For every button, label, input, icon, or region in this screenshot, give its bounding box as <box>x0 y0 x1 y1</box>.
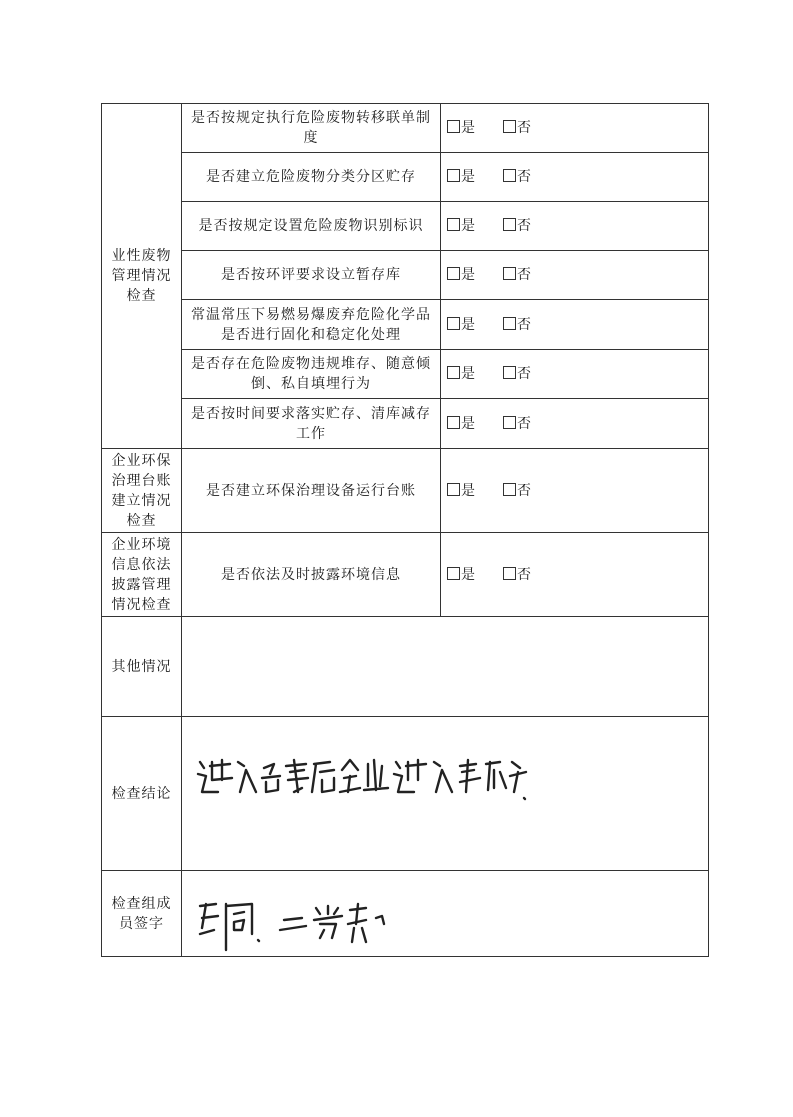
no-checkbox[interactable] <box>503 366 516 379</box>
yes-no-options <box>441 202 709 251</box>
yes-option[interactable]: 是 <box>447 481 476 501</box>
no-checkbox[interactable] <box>503 317 516 330</box>
yes-checkbox[interactable] <box>447 483 460 496</box>
check-item: 是否建立环保治理设备运行台账 <box>182 449 441 533</box>
yes-no-options <box>441 449 709 533</box>
no-checkbox[interactable] <box>503 120 516 133</box>
no-option[interactable]: 否 <box>503 565 532 585</box>
other-label: 其他情况 <box>102 617 182 717</box>
no-checkbox[interactable] <box>503 169 516 182</box>
category-ledger: 企业环保治理台账建立情况检查 <box>102 449 182 533</box>
table-row <box>102 104 709 153</box>
yes-no-options <box>441 350 709 399</box>
yes-no-options <box>441 104 709 153</box>
check-item: 是否按规定执行危险废物转移联单制度 <box>182 104 441 153</box>
no-checkbox[interactable] <box>503 567 516 580</box>
no-option[interactable]: 否 <box>503 265 532 285</box>
table-row <box>102 617 709 717</box>
no-option[interactable]: 否 <box>503 481 532 501</box>
table-row <box>102 350 709 399</box>
conclusion-label: 检查结论 <box>102 717 182 871</box>
no-option[interactable]: 否 <box>503 414 532 434</box>
no-checkbox[interactable] <box>503 267 516 280</box>
yes-checkbox[interactable] <box>447 267 460 280</box>
no-option[interactable]: 否 <box>503 167 532 187</box>
table-row <box>102 399 709 449</box>
yes-option[interactable]: 是 <box>447 315 476 335</box>
category-hazardous-waste: 业性废物管理情况检查 <box>102 104 182 449</box>
no-option[interactable]: 否 <box>503 315 532 335</box>
yes-no-options <box>441 153 709 202</box>
check-item: 是否建立危险废物分类分区贮存 <box>182 153 441 202</box>
check-item: 常温常压下易燃易爆废弃危险化学品是否进行固化和稳定化处理 <box>182 300 441 350</box>
table-row <box>102 202 709 251</box>
other-value-field[interactable] <box>182 617 709 717</box>
yes-option[interactable]: 是 <box>447 364 476 384</box>
no-checkbox[interactable] <box>503 218 516 231</box>
no-option[interactable]: 否 <box>503 118 532 138</box>
inspection-form-table <box>101 103 709 957</box>
yes-checkbox[interactable] <box>447 416 460 429</box>
table-row <box>102 533 709 617</box>
yes-option[interactable]: 是 <box>447 167 476 187</box>
signature-label: 检查组成员签字 <box>102 871 182 957</box>
yes-no-options <box>441 251 709 300</box>
handwritten-signature <box>196 894 426 954</box>
check-item: 是否依法及时披露环境信息 <box>182 533 441 617</box>
yes-option[interactable]: 是 <box>447 118 476 138</box>
no-option[interactable]: 否 <box>503 216 532 236</box>
check-item: 是否按时间要求落实贮存、清库减存工作 <box>182 399 441 449</box>
yes-option[interactable]: 是 <box>447 414 476 434</box>
check-item: 是否按规定设置危险废物识别标识 <box>182 202 441 251</box>
yes-option[interactable]: 是 <box>447 565 476 585</box>
yes-no-options <box>441 300 709 350</box>
category-disclosure: 企业环境信息依法披露管理情况检查 <box>102 533 182 617</box>
table-row <box>102 153 709 202</box>
yes-no-options <box>441 399 709 449</box>
yes-no-options <box>441 533 709 617</box>
no-option[interactable]: 否 <box>503 364 532 384</box>
check-item: 是否按环评要求设立暂存库 <box>182 251 441 300</box>
yes-checkbox[interactable] <box>447 567 460 580</box>
table-row <box>102 449 709 533</box>
yes-checkbox[interactable] <box>447 317 460 330</box>
yes-checkbox[interactable] <box>447 366 460 379</box>
check-item: 是否存在危险废物违规堆存、随意倾倒、私自填埋行为 <box>182 350 441 399</box>
handwritten-conclusion <box>190 748 530 808</box>
no-checkbox[interactable] <box>503 483 516 496</box>
table-row <box>102 251 709 300</box>
yes-checkbox[interactable] <box>447 218 460 231</box>
yes-checkbox[interactable] <box>447 120 460 133</box>
no-checkbox[interactable] <box>503 416 516 429</box>
table-row <box>102 300 709 350</box>
yes-option[interactable]: 是 <box>447 265 476 285</box>
yes-option[interactable]: 是 <box>447 216 476 236</box>
yes-checkbox[interactable] <box>447 169 460 182</box>
